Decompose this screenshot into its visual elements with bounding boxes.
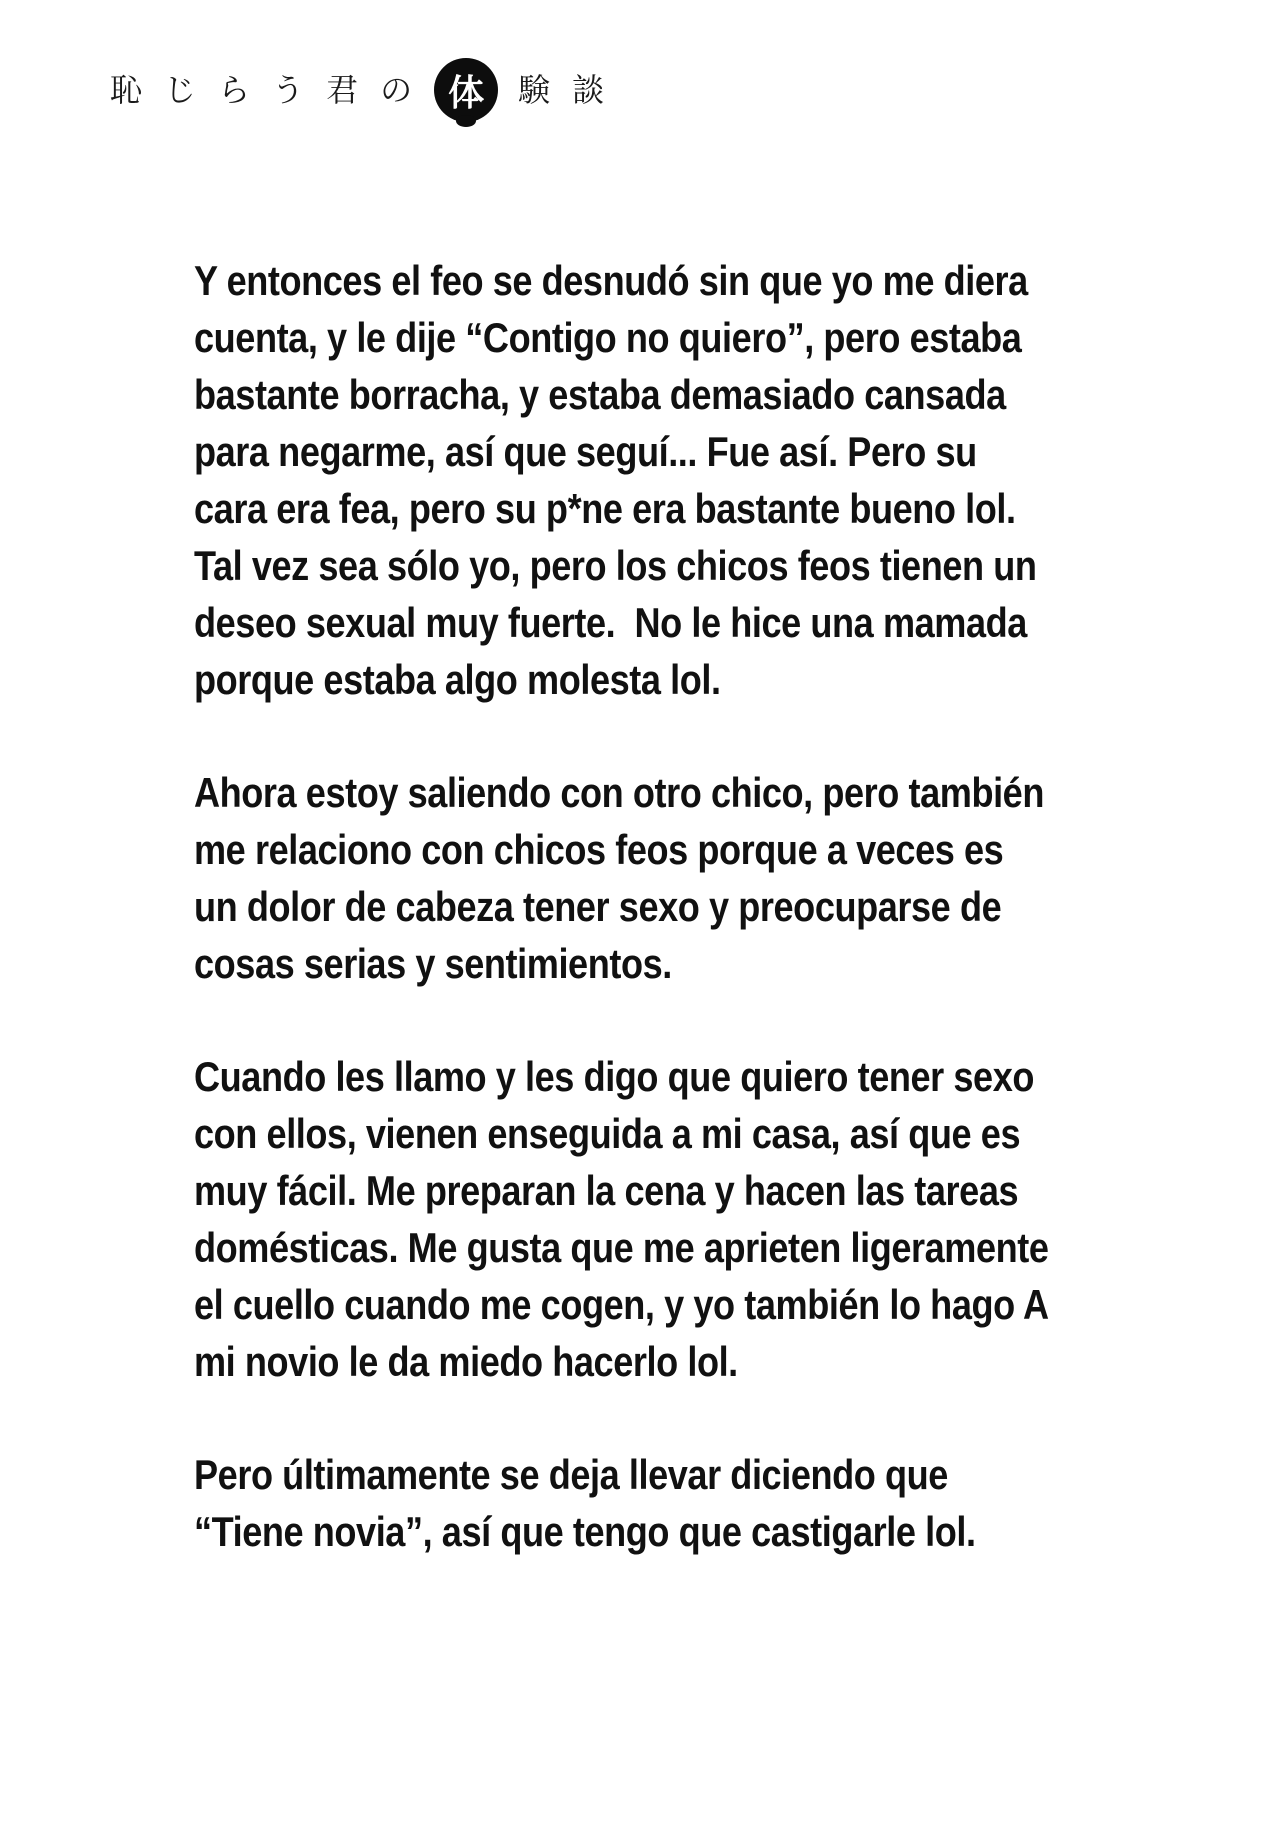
text-line: cara era fea, pero su p*ne era bastante bueno lol. — [194, 485, 1016, 532]
title-char: 談 — [572, 71, 605, 109]
text-line: cuenta, y le dije “Contigo no quiero”, pero estaba — [194, 314, 1022, 361]
story-text — [194, 252, 1194, 1616]
title-seal-char: 体 — [434, 58, 498, 122]
text-line: “Tiene novia”, así que tengo que castigarle lol. — [194, 1508, 976, 1555]
title-char: 験 — [518, 71, 551, 109]
text-line: Y entonces el feo se desnudó sin que yo me diera — [194, 257, 1028, 304]
title-char: じ — [164, 71, 197, 109]
text-line: mi novio le da miedo hacerlo lol. — [194, 1338, 738, 1385]
text-line: el cuello cuando me cogen, y yo también lo hago A — [194, 1281, 1049, 1328]
text-line: muy fácil. Me preparan la cena y hacen las tareas — [194, 1167, 1019, 1214]
paragraph — [194, 1048, 1194, 1390]
title-char: 君 — [326, 71, 359, 109]
text-line: bastante borracha, y estaba demasiado cansada — [194, 371, 1006, 418]
text-line: deseo sexual muy fuerte. No le hice una mamada — [194, 599, 1027, 646]
text-line: Pero últimamente se deja llevar diciendo que — [194, 1451, 948, 1498]
text-line: un dolor de cabeza tener sexo y preocuparse de — [194, 883, 1002, 930]
text-line: porque estaba algo molesta lol. — [194, 656, 721, 703]
text-line: Tal vez sea sólo yo, pero los chicos feos tienen un — [194, 542, 1037, 589]
text-line: Cuando les llamo y les digo que quiero tener sexo — [194, 1053, 1034, 1100]
paragraph — [194, 252, 1194, 708]
title-char: 恥 — [110, 71, 143, 109]
paragraph — [194, 764, 1194, 992]
text-line: con ellos, vienen enseguida a mi casa, así que es — [194, 1110, 1021, 1157]
text-line: para negarme, así que seguí... Fue así. Pero su — [194, 428, 977, 475]
title-char: の — [380, 71, 413, 109]
title-char: う — [272, 71, 305, 109]
text-line: cosas serias y sentimientos. — [194, 940, 672, 987]
text-line: me relaciono con chicos feos porque a veces es — [194, 826, 1004, 873]
title-char: ら — [218, 71, 251, 109]
series-title-header — [110, 52, 626, 128]
text-line: Ahora estoy saliendo con otro chico, pero también — [194, 769, 1044, 816]
text-line: domésticas. Me gusta que me aprieten ligeramente — [194, 1224, 1049, 1271]
paragraph — [194, 1446, 1194, 1560]
